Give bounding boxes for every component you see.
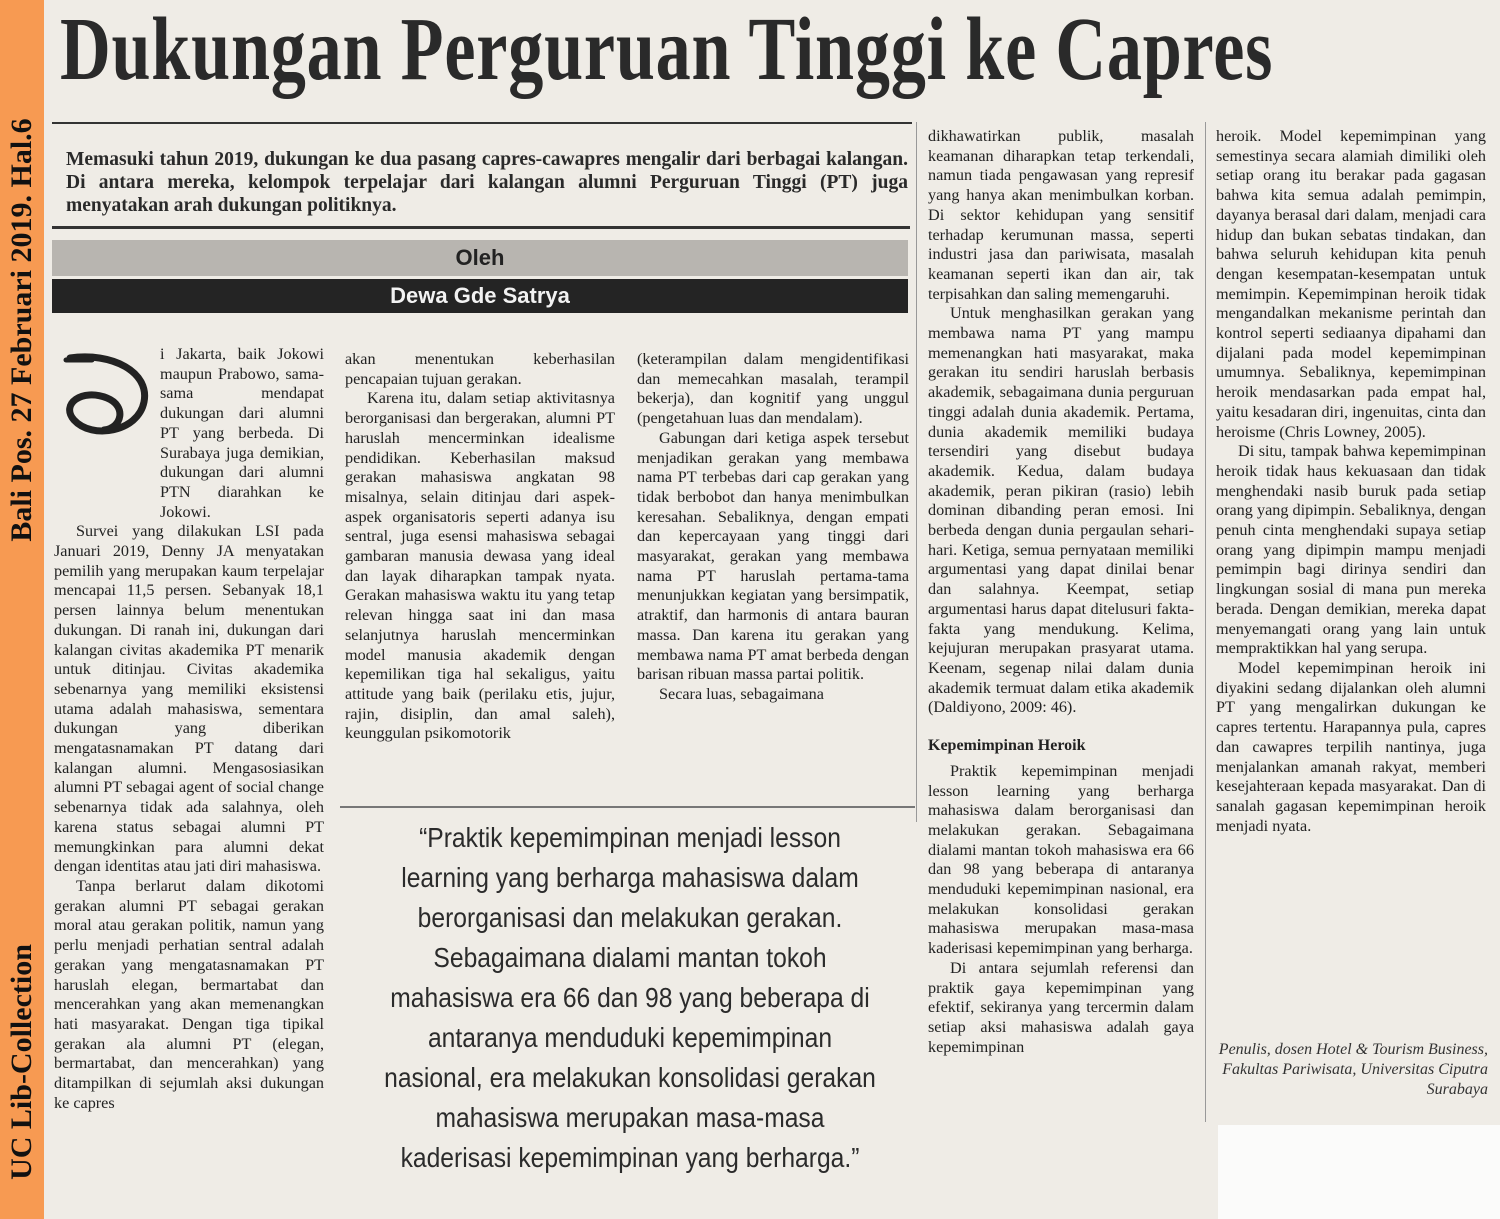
article-column-1: [54, 345, 324, 1113]
divider: [52, 122, 912, 124]
paragraph: Di antara sejumlah referensi dan praktik gaya kepemimpinan yang efektif, sekiranya yang tercermin dalam setiap aksi mahasiswa adalah gaya kepemimpinan: [928, 958, 1194, 1056]
paragraph: Tanpa berlarut dalam dikotomi gerakan alumni PT sebagai gerakan moral atau gerakan politik, namun yang perlu menjadi perhatian sentral adalah gerakan yang mengatasnamakan PT haruslah elegan, bermartabat dan mencerahkan yang akan memenangkan hati masyarakat. Dengan tiga tipikal gerakan ala alumni PT (elegan, bermartabat, dan mencerahkan) yang ditampilkan di sejumlah aksi dukungan ke capres: [54, 876, 324, 1112]
paragraph: Survei yang dilakukan LSI pada Januari 2019, Denny JA menyatakan pemilih yang merupakan kaum terpelajar mencapai 11,5 persen. Sebanyak 18,1 persen lainnya belum menentukan dukungan. Di ranah ini, dukungan dari kalangan civitas akademika PT menarik untuk ditinjau. Civitas akademika sebenarnya yang memiliki eksistensi utama adalah mahasiswa, sementara dukungan yang diberikan mengatasnamakan PT datang dari kalangan alumni. Mengasosiasikan alumni PT sebagai agent of social change sebenarnya tidak ada salahnya, oleh karena status sebagai alumni PT memungkinkan para alumni dekat dengan identitas atau jati diri mahasiswa.: [54, 522, 324, 876]
column-divider: [1205, 122, 1206, 1122]
blank-margin: [1218, 1125, 1500, 1219]
pullquote-rule: [340, 806, 915, 808]
article-lead: Memasuki tahun 2019, dukungan ke dua pasang capres-cawapres mengalir dari berbagai kalangan. Di antara mereka, kelompok terpelajar dari kalangan alumni Perguruan Tinggi (PT) juga menyatakan arah dukungan politiknya.: [66, 149, 908, 216]
paragraph: dikhawatirkan publik, masalah keamanan diharapkan tetap terkendali, namun tiada pengawasan yang represif yang hanya akan menimbulkan korban. Di sektor kehidupan yang sensitif terhadap kerumunan massa, seperti industri jasa dan pariwisata, masalah keamanan seperti ikan dan air, tak terpisahkan dan saling memengaruhi.: [928, 127, 1194, 303]
paragraph: Di situ, tampak bahwa kepemimpinan heroik tidak haus kekuasaan dan tidak menghendaki nasib buruk pada setiap orang yang dipimpin. Sebaliknya, dengan penuh cinta menghendaki supaya setiap orang yang dipimpin mampu menjadi pemimpin bagi dirinya sendiri dan lingkungan sosial di mana pun mereka berada. Dengan demikian, mereka dapat menyemangati orang yang lain untuk mempraktikkan hal yang serupa.: [1216, 442, 1486, 658]
article-column-3: [637, 350, 909, 705]
paragraph: Gabungan dari ketiga aspek tersebut menjadikan gerakan yang membawa nama PT terbebas dari cap gerakan yang tidak berbobot dan hanya menimbulkan keresahan. Sebaliknya, dengan empati dan kepercayaan yang tinggi dari masyarakat, gerakan yang membawa nama PT haruslah pertama-tama menunjukkan kegiatan yang bersimpatik, atraktif, dan harmonis di antara bauran massa. Dan karena itu gerakan yang membawa nama PT amat berbeda dengan barisan ribuan massa partai politik.: [637, 428, 909, 684]
paragraph: Karena itu, dalam setiap aktivitasnya berorganisasi dan bergerakan, alumni PT haruslah mencerminkan idealisme pendidikan. Keberhasilan maksud gerakan mahasiswa angkatan 98 misalnya, selain ditinjau dari aspek-aspek organisatoris seperti adanya isu sentral, juga esensi mahasiswa sebagai gambaran manusia dewasa yang ideal dan layak diharapkan tampak nyata. Gerakan mahasiswa waktu itu yang tetap relevan hingga saat ini dan masa selanjutnya haruslah mencerminkan model manusia akademik dengan kepemilikan tiga hal sekaligus, yaitu attitude yang baik (perilaku etis, jujur, rajin, disiplin, dan amal saleh), keunggulan psikomotorik: [345, 389, 615, 743]
archive-sidebar: Bali Pos. 27 Februari 2019. Hal.6 UC Lib-Collection: [0, 0, 44, 1219]
article-column-2: [345, 350, 615, 744]
paragraph: Secara luas, sebagaimana: [659, 684, 824, 703]
paragraph: akan menentukan keberhasilan pencapaian tujuan gerakan.: [345, 350, 615, 388]
paragraph: i Jakarta, baik Jokowi maupun Prabowo, sama-sama mendapat dukungan dari alumni PT yang berbeda. Di Surabaya juga demikian, dukungan dari alumni PTN diarahkan ke Jokowi.: [160, 345, 324, 521]
column-divider: [916, 122, 917, 822]
article-headline: Dukungan Perguruan Tinggi ke Capres: [60, 0, 1274, 99]
oleh-label: Oleh: [52, 240, 908, 276]
paragraph: (keterampilan dalam mengidentifikasi dan memecahkan masalah, terampil bekerja), dan kognitif yang unggul (pengetahuan luas dan mendalam).: [637, 350, 909, 428]
paragraph: Model kepemimpinan heroik ini diyakini sedang dijalankan oleh alumni PT yang mengalirkan dukungan ke capres tertentu. Harapannya pula, capres dan cawapres terpilih nantinya, juga menjalankan amanah rakyat, memberi kesejahteraan kepada masyarakat. Dan di sanalah gagasan kepemimpinan heroik menjadi nyata.: [1216, 658, 1486, 835]
author-name: Dewa Gde Satrya: [52, 279, 908, 313]
article-column-5: [1216, 127, 1486, 836]
paragraph: heroik. Model kepemimpinan yang semestinya secara alamiah dimiliki oleh setiap orang itu berakar pada gagasan bahwa kita semua adalah pemimpin, dayanya berasal dari dalam, menjadi cara hidup dan bukan sebatas tindakan, dan bahwa seluruh kehidupan kita penuh dengan kesempatan-kesempatan untuk memimpin. Kepemimpinan heroik tidak mengandalkan mekanisme perintah dan kontrol seperti sediaanya dipahami dan dijalani pada model kepemimpinan umumnya. Sebaliknya, kepemimpinan heroik mendasarkan pada empat hal, yaitu kesadaran diri, ingenuitas, cinta dan heroisme (Chris Lowney, 2005).: [1216, 127, 1486, 441]
paragraph: Untuk menghasilkan gerakan yang membawa nama PT yang mampu memenangkan hati masyarakat, maka gerakan itu sendiri haruslah berbasis akademik, sebagaimana dunia perguruan tinggi adalah dunia akademik. Pertama, dunia akademik memiliki budaya tersendiri yang disebut budaya akademik. Kedua, dalam budaya akademik, peran pikiran (rasio) lebih dominan dibanding peran emosi. Ini berbeda dengan dunia pergaulan sehari-hari. Ketiga, semua pernyataan memiliki argumentasi yang dapat dinilai benar dan salahnya. Keempat, setiap argumentasi harus dapat ditelusuri fakta-fakta yang mendukung. Kelima, kejujuran merupakan prasyarat utama. Keenam, segenap nilai dalam dunia akademik termuat dalam etika akademik (Daldiyono, 2009: 46).: [928, 304, 1194, 717]
divider: [52, 226, 910, 229]
author-byline: Penulis, dosen Hotel & Tourism Business, Fakultas Pariwisata, Universitas Ciputra Surabaya: [1218, 1041, 1488, 1098]
section-subheading: Kepemimpinan Heroik: [928, 737, 1086, 755]
pullquote: “Praktik kepemimpinan menjadi lesson learning yang berharga mahasiswa dalam berorganisasi dan melakukan gerakan. Sebagaimana dialami mantan tokoh mahasiswa era 66 dan 98 yang beberapa di antaranya menduduki kepemimpinan nasional, era melakukan konsolidasi gerakan mahasiswa merupakan masa-masa kaderisasi kepemimpinan yang berharga.”: [384, 822, 876, 1173]
article-column-4: [928, 127, 1194, 1057]
paragraph: Praktik kepemimpinan menjadi lesson learning yang berharga mahasiswa dalam berorganisasi dan melakukan gerakan. Sebagaimana dialami mantan tokoh mahasiswa era 66 dan 98 yang beberapa di antaranya menduduki kepemimpinan nasional, era melakukan konsolidasi gerakan mahasiswa merupakan masa-masa kaderisasi kepemimpinan yang berharga.: [928, 761, 1194, 958]
